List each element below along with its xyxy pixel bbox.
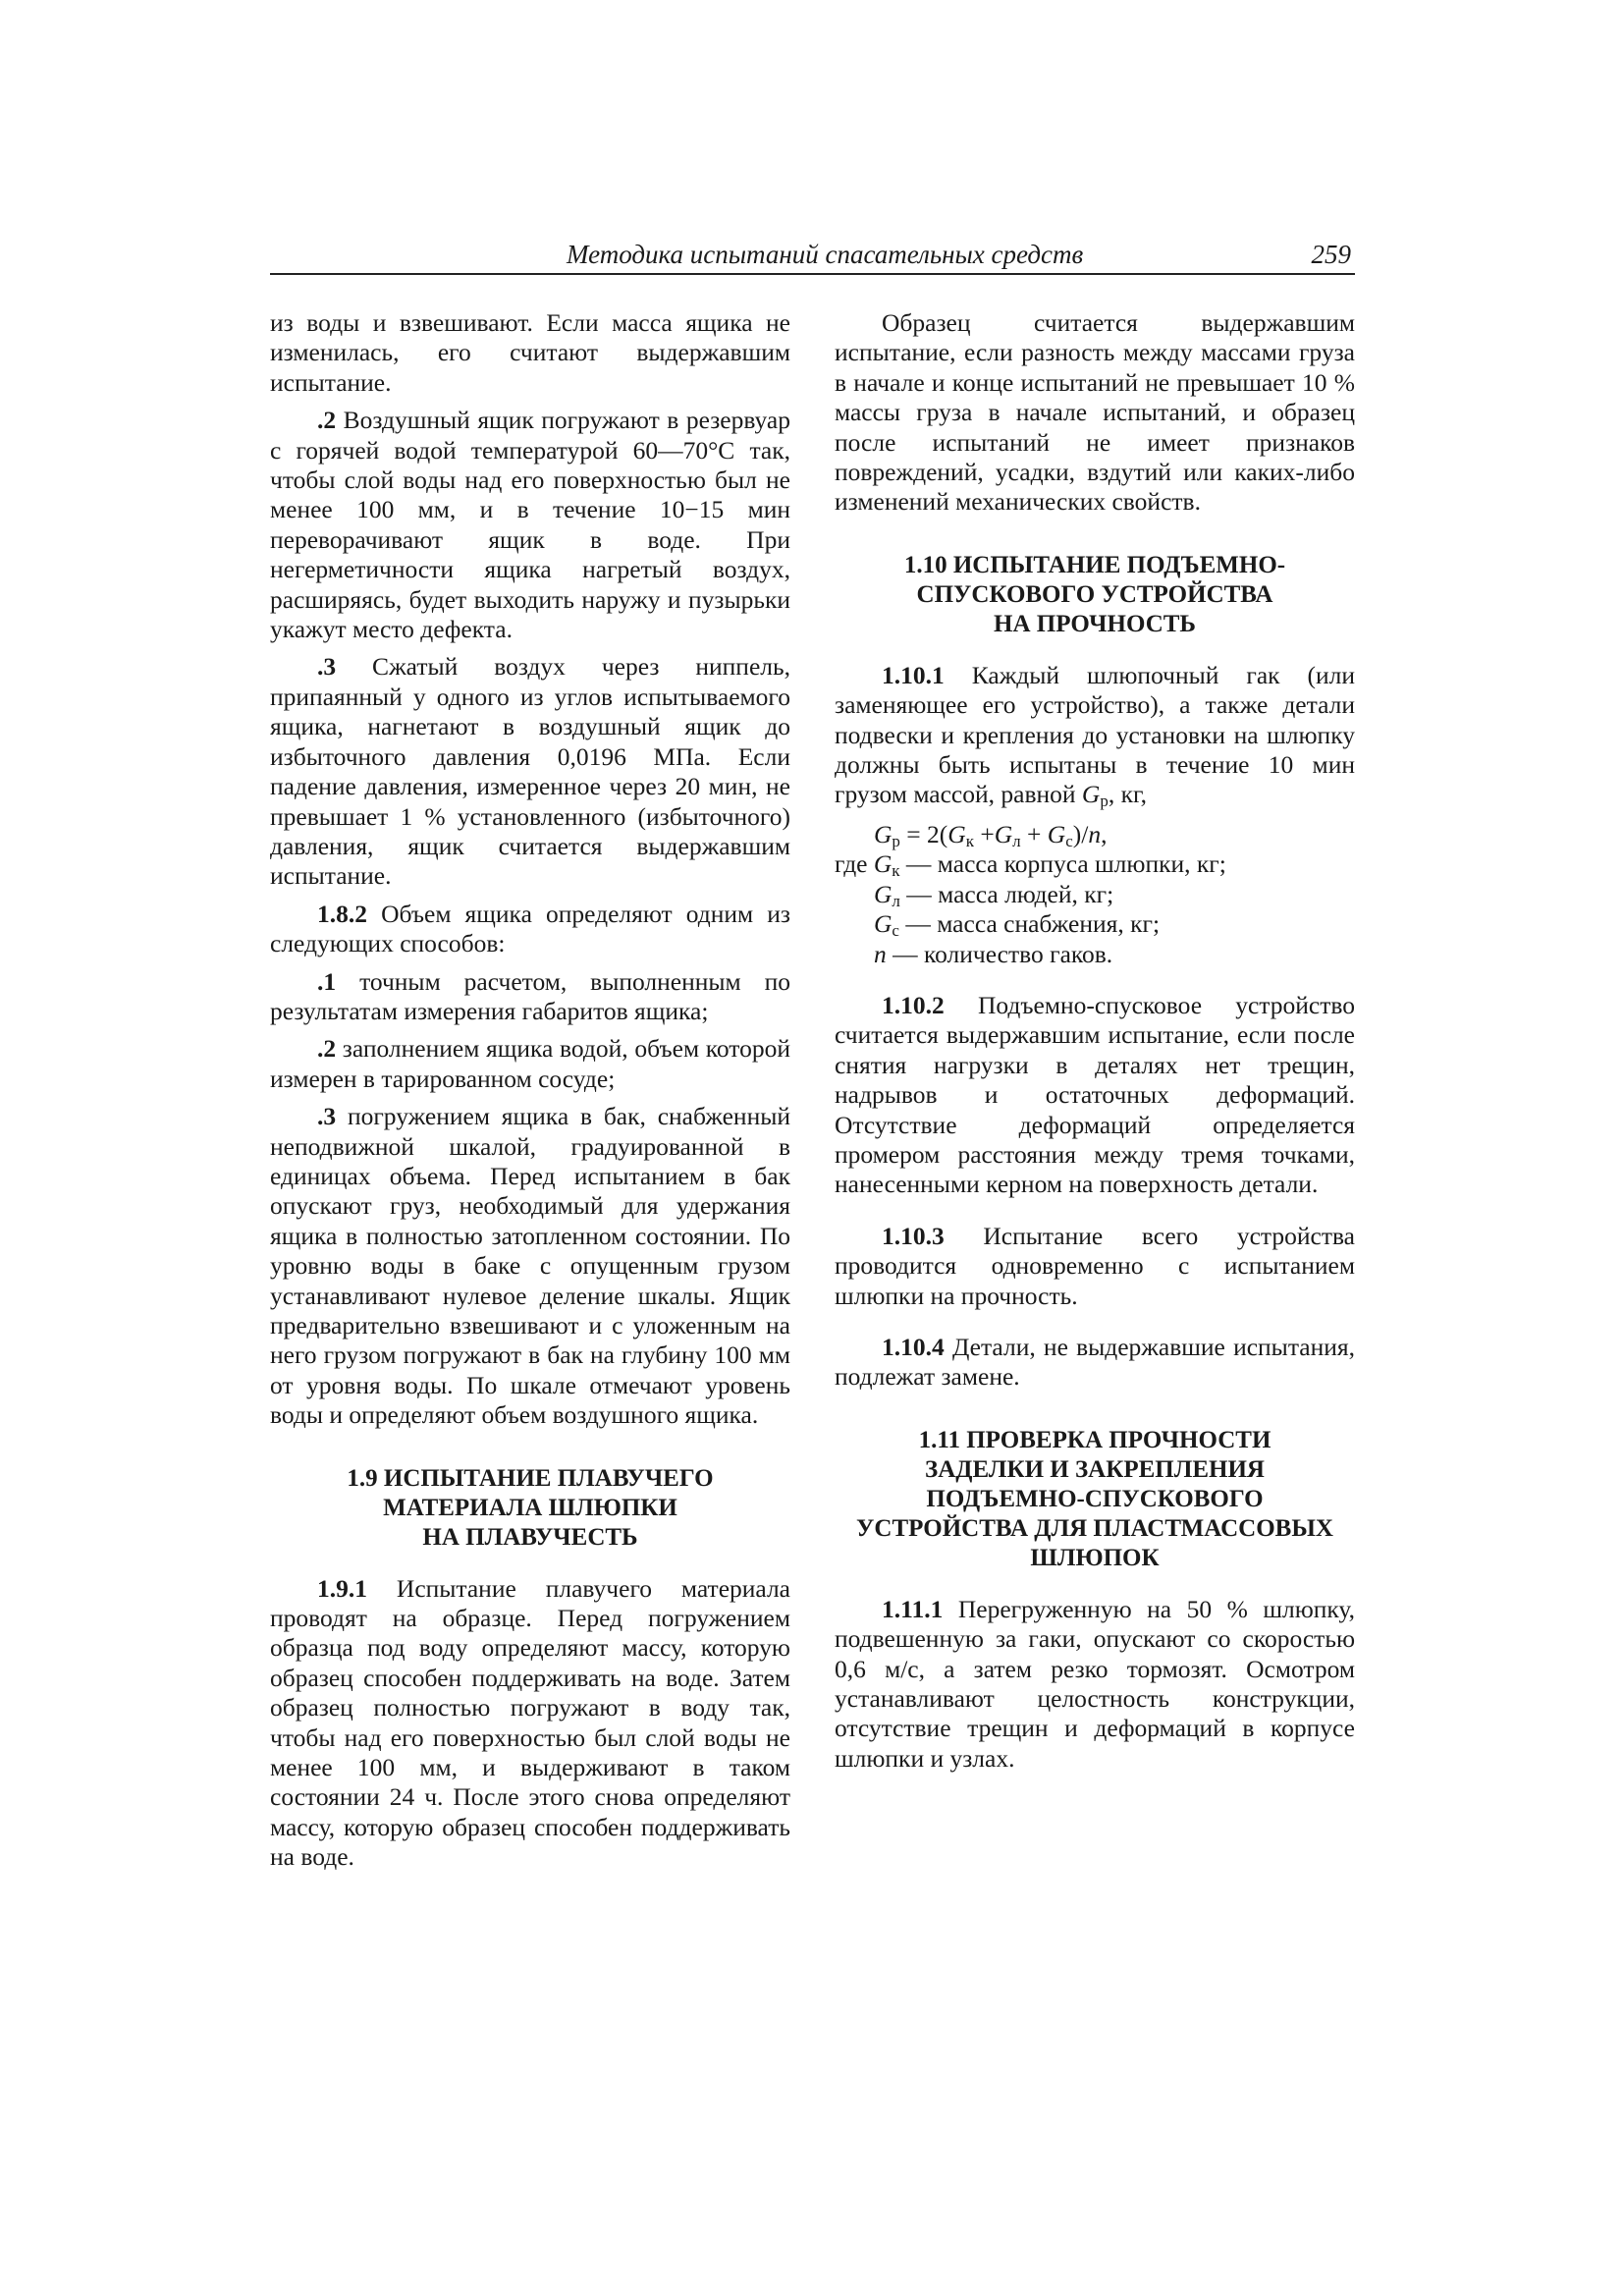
paragraph: 1.10.2 Подъемно-спусковое устройство считается выдержавшим испытание, если после снятия нагрузки в деталях нет трещин, надрывов и остаточных деформаций. Отсутствие деформаций определяется промером расстояния между тремя точками, нанесенными керном на поверхность детали. xyxy=(835,990,1355,1199)
paragraph: .3 Сжатый воздух через ниппель, припаянный у одного из углов испытываемого ящика, нагнетают в воздушный ящик до избыточного давления 0,0196 МПа. Если падение давления, измеренное через 20 мин, не превышает 1 % установленного (избыточного) давления, ящик считается выдержавшим испытание. xyxy=(270,652,790,891)
formula: $G_р = 2(G_к +G_л + G_с)/n$, xyxy=(874,819,1108,850)
formula-definition: $G_с$ — масса снабжения, кг; xyxy=(874,909,1161,941)
paragraph: из воды и взвешивают. Если масса ящика не изменилась, его считают выдержавшим испытание. xyxy=(270,308,790,397)
list-item: .2 заполнением ящика водой, объем которой измерен в тарированном сосуде; xyxy=(270,1034,790,1093)
header-title: Методика испытаний спасательных средств xyxy=(567,240,1084,269)
section-heading-1-9: 1.9 ИСПЫТАНИЕ ПЛАВУЧЕГО МАТЕРИАЛА ШЛЮПКИ НА ПЛАВУЧЕСТЬ xyxy=(347,1464,714,1551)
section-heading-1-10: 1.10 ИСПЫТАНИЕ ПОДЪЕМНО- СПУСКОВОГО УСТРОЙСТВА НА ПРОЧНОСТЬ xyxy=(903,551,1286,637)
paragraph: .2 Воздушный ящик погружают в резервуар с горячей водой температурой 60—70°С так, чтобы слой воды над его поверхностью был не менее 100 мм, и в течение 10−15 мин переворачивают ящик в воде. При негерметичности ящика нагретый воздух, расширяясь, будет выходить наружу и пузырьки укажут место дефекта. xyxy=(270,406,790,644)
paragraph: 1.10.4 Детали, не выдержавшие испытания, подлежат замене. xyxy=(835,1332,1355,1392)
formula-definition: $G_л$ — масса людей, кг; xyxy=(874,879,1114,910)
paragraph: 1.9.1 Испытание плавучего материала проводят на образце. Перед погружением образца под воду определяют массу, которую образец способен поддерживать на воде. Затем образец полностью погружают в воду так, чтобы над его поверхностью был слой воды не менее 100 мм, и выдерживают в таком состоянии 24 ч. После этого снова определяют массу, которую образец способен поддерживать на воде. xyxy=(270,1573,790,1872)
running-header xyxy=(270,238,1355,275)
list-item: .1 точным расчетом, выполненным по результатам измерения габаритов ящика; xyxy=(270,966,790,1025)
paragraph: 1.10.3 Испытание всего устройства проводится одновременно с испытанием шлюпки на прочность. xyxy=(835,1221,1355,1310)
list-item: .3 погружением ящика в бак, снабженный неподвижной шкалой, градуированной в единицах объема. Перед испытанием в бак опускают груз, необходимый для удержания ящика в полностью затопленном состоянии. По уровню воды в баке с опущенным грузом устанавливают нулевое деление шкалы. Ящик предварительно взвешивают и с уложенным на него грузом погружают в бак на глубину 100 мм от уровня воды. По шкале отмечают уровень воды и определяют объем воздушного ящика. xyxy=(270,1102,790,1430)
paragraph: Образец считается выдержавшим испытание, если разность между массами груза в начале и конце испытаний не превышает 10 % массы груза в начале испытаний, и образец после испытаний не имеет признаков повреждений, усадки, вздутий или каких-либо изменений механических свойств. xyxy=(835,308,1355,517)
paragraph: 1.10.1 Каждый шлюпочный гак (или заменяющее его устройство), а также детали подвески и крепления до установки на шлюпку должны быть испытаны в течение 10 мин грузом массой, равной $G_р$, кг, xyxy=(835,660,1355,811)
formula-definition: где $G_к$ — масса корпуса шлюпки, кг; xyxy=(835,849,1226,881)
right-column xyxy=(835,308,1355,1774)
left-column xyxy=(270,308,790,1873)
page-number: 259 xyxy=(1311,240,1351,269)
paragraph: 1.8.2 Объем ящика определяют одним из следующих способов: xyxy=(270,899,790,958)
section-heading-1-11: 1.11 ПРОВЕРКА ПРОЧНОСТИ ЗАДЕЛКИ И ЗАКРЕПЛЕНИЯ ПОДЪЕМНО-СПУСКОВОГО УСТРОЙСТВА ДЛЯ ПЛАСТМАССОВЫХ ШЛЮПОК xyxy=(856,1426,1333,1571)
paragraph: 1.11.1 Перегруженную на 50 % шлюпку, подвешенную за гаки, опускают со скоростью 0,6 м/с, а затем резко тормозят. Осмотром устанавливают целостность конструкции, отсутствие трещин и деформаций в корпусе шлюпки и узлах. xyxy=(835,1594,1355,1773)
formula-definition: n — количество гаков. xyxy=(874,939,1113,968)
